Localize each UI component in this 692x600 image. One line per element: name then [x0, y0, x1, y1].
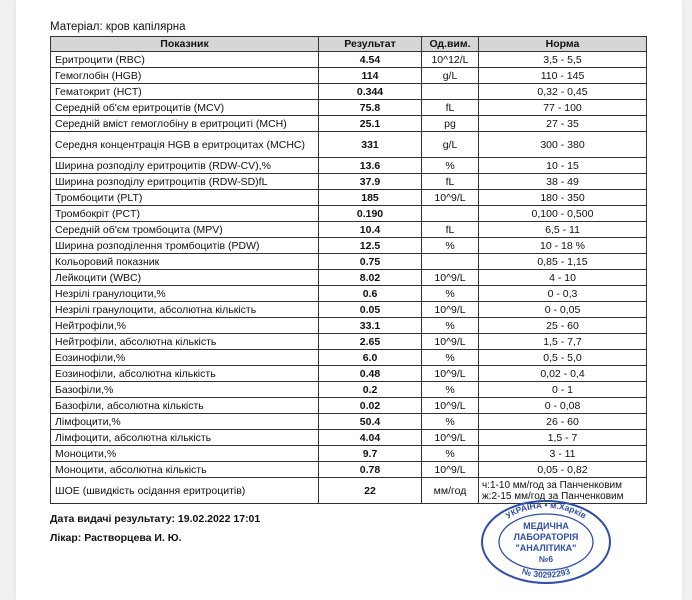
row-norm: 180 - 350	[479, 190, 647, 206]
row-unit: %	[422, 382, 479, 398]
row-unit: %	[422, 446, 479, 462]
row-value: 37.9	[319, 174, 422, 190]
table-row	[51, 158, 647, 174]
row-norm: 0 - 0,05	[479, 302, 647, 318]
table-row	[51, 254, 647, 270]
row-name: Незрілі гранулоцити,%	[51, 286, 319, 302]
row-name: Гематокрит (HCT)	[51, 84, 319, 100]
row-unit: %	[422, 286, 479, 302]
row-name: Лімфоцити,%	[51, 414, 319, 430]
row-unit: fL	[422, 174, 479, 190]
row-name: Моноцити,%	[51, 446, 319, 462]
table-row	[51, 68, 647, 84]
row-norm: 0,5 - 5,0	[479, 350, 647, 366]
row-unit: 10^9/L	[422, 302, 479, 318]
row-norm: 0 - 1	[479, 382, 647, 398]
row-unit: 10^9/L	[422, 270, 479, 286]
row-value: 0.05	[319, 302, 422, 318]
row-value: 0.190	[319, 206, 422, 222]
row-value: 4.04	[319, 430, 422, 446]
row-norm: 77 - 100	[479, 100, 647, 116]
row-name: Середній вміст гемоглобіну в еритроциті (MCH)	[51, 116, 319, 132]
row-unit: %	[422, 350, 479, 366]
row-unit: 10^12/L	[422, 52, 479, 68]
row-norm: 6,5 - 11	[479, 222, 647, 238]
row-unit: g/L	[422, 132, 479, 158]
table-row	[51, 190, 647, 206]
table-row	[51, 238, 647, 254]
row-value: 33.1	[319, 318, 422, 334]
row-name: Середній об'єм тромбоцита (MPV)	[51, 222, 319, 238]
table-row	[51, 318, 647, 334]
row-value: 12.5	[319, 238, 422, 254]
norm-line-male: ч:1-10 мм/год за Панченковим	[482, 479, 623, 491]
row-unit: 10^9/L	[422, 366, 479, 382]
row-value: 50.4	[319, 414, 422, 430]
table-row	[51, 462, 647, 478]
header-indicator: Показник	[51, 37, 319, 52]
table-row	[51, 174, 647, 190]
row-name: Тромбокріт (PCT)	[51, 206, 319, 222]
row-name: Ширина розподілу еритроцитів (RDW-CV),%	[51, 158, 319, 174]
row-name: Еритроцити (RBC)	[51, 52, 319, 68]
issue-date: Дата видачі результату: 19.02.2022 17:01	[50, 513, 261, 525]
row-norm: 110 - 145	[479, 68, 647, 84]
row-unit	[422, 206, 479, 222]
row-norm: 3 - 11	[479, 446, 647, 462]
row-unit: g/L	[422, 68, 479, 84]
row-name: Лімфоцити, абсолютна кількість	[51, 430, 319, 446]
row-value: 0.6	[319, 286, 422, 302]
row-unit: 10^9/L	[422, 334, 479, 350]
row-value: 0.75	[319, 254, 422, 270]
stamp-line-4: №6	[538, 554, 554, 564]
row-norm: 0 - 0,3	[479, 286, 647, 302]
row-value: 0.02	[319, 398, 422, 414]
table-row	[51, 350, 647, 366]
row-name: Еозинофіли, абсолютна кількість	[51, 366, 319, 382]
stamp-line-1: МЕДИЧНА	[523, 521, 569, 531]
table-row	[51, 366, 647, 382]
table-row	[51, 414, 647, 430]
table-row	[51, 286, 647, 302]
table-row	[51, 382, 647, 398]
row-unit	[422, 254, 479, 270]
row-norm: 0,32 - 0,45	[479, 84, 647, 100]
norm-line-female: ж:2-15 мм/год за Панченковим	[482, 490, 624, 502]
row-name: Моноцити, абсолютна кількість	[51, 462, 319, 478]
table-row	[51, 116, 647, 132]
header-unit: Од.вим.	[422, 37, 479, 52]
row-value: 2.65	[319, 334, 422, 350]
row-name: Середня концентрація HGB в еритроцитах (MCHC)	[51, 132, 319, 158]
lab-stamp	[479, 498, 613, 586]
row-name: Ширина розподілення тромбоцитів (PDW)	[51, 238, 319, 254]
row-name: Нейтрофіли, абсолютна кількість	[51, 334, 319, 350]
table-row	[51, 222, 647, 238]
row-value: 6.0	[319, 350, 422, 366]
row-unit: %	[422, 158, 479, 174]
row-value: 10.4	[319, 222, 422, 238]
row-name: Базофіли,%	[51, 382, 319, 398]
table-row	[51, 270, 647, 286]
header-result: Результат	[319, 37, 422, 52]
row-norm: 27 - 35	[479, 116, 647, 132]
row-value: 331	[319, 132, 422, 158]
table-row	[51, 84, 647, 100]
row-unit: 10^9/L	[422, 190, 479, 206]
row-norm: 38 - 49	[479, 174, 647, 190]
row-norm: 0,02 - 0,4	[479, 366, 647, 382]
row-norm: 3,5 - 5,5	[479, 52, 647, 68]
row-unit: fL	[422, 222, 479, 238]
row-norm: 0 - 0,08	[479, 398, 647, 414]
row-norm: 0,100 - 0,500	[479, 206, 647, 222]
row-norm: 300 - 380	[479, 132, 647, 158]
row-name: Нейтрофіли,%	[51, 318, 319, 334]
row-value: 114	[319, 68, 422, 84]
row-unit: %	[422, 238, 479, 254]
row-norm: 0,85 - 1,15	[479, 254, 647, 270]
row-name: ШОЕ (швидкість осідання еритроцитів)	[51, 478, 319, 504]
row-unit: %	[422, 414, 479, 430]
material-label: Матеріал: кров капілярна	[50, 21, 186, 33]
row-value: 0.78	[319, 462, 422, 478]
doctor-name: Лікар: Растворцева И. Ю.	[50, 532, 182, 544]
row-norm: 10 - 18 %	[479, 238, 647, 254]
row-value: 75.8	[319, 100, 422, 116]
table-row	[51, 132, 647, 158]
row-name: Гемоглобін (HGB)	[51, 68, 319, 84]
table-row	[51, 100, 647, 116]
row-unit: fL	[422, 100, 479, 116]
header-norm: Норма	[479, 37, 647, 52]
row-unit: мм/год	[422, 478, 479, 504]
row-name: Лейкоцити (WBC)	[51, 270, 319, 286]
row-name: Кольоровий показник	[51, 254, 319, 270]
row-norm: 10 - 15	[479, 158, 647, 174]
row-unit: 10^9/L	[422, 398, 479, 414]
row-name: Незрілі гранулоцити, абсолютна кількість	[51, 302, 319, 318]
row-value: 13.6	[319, 158, 422, 174]
table-row	[51, 398, 647, 414]
row-norm: 26 - 60	[479, 414, 647, 430]
stamp-line-2: ЛАБОРАТОРІЯ	[513, 532, 579, 542]
row-name: Еозинофіли,%	[51, 350, 319, 366]
row-value: 25.1	[319, 116, 422, 132]
row-name: Тромбоцити (PLT)	[51, 190, 319, 206]
table-row	[51, 446, 647, 462]
row-unit: 10^9/L	[422, 462, 479, 478]
row-unit	[422, 84, 479, 100]
row-value: 185	[319, 190, 422, 206]
row-name: Базофіли, абсолютна кількість	[51, 398, 319, 414]
row-value: 0.2	[319, 382, 422, 398]
row-norm: 25 - 60	[479, 318, 647, 334]
row-value: 8.02	[319, 270, 422, 286]
row-unit: %	[422, 318, 479, 334]
row-value: 9.7	[319, 446, 422, 462]
row-value: 22	[319, 478, 422, 504]
row-norm: 1,5 - 7,7	[479, 334, 647, 350]
table-header-row	[51, 37, 647, 52]
table-row	[51, 334, 647, 350]
row-name: Ширина розподілу еритроцитів (RDW-SD)fL	[51, 174, 319, 190]
row-value: 4.54	[319, 52, 422, 68]
row-norm: 0,05 - 0,82	[479, 462, 647, 478]
row-value: 0.48	[319, 366, 422, 382]
stamp-arc-top: УКРАЇНА • м.Харків	[503, 499, 589, 521]
row-value: 0.344	[319, 84, 422, 100]
results-table	[50, 36, 647, 504]
stamp-arc-bottom: № 30292293	[520, 565, 572, 580]
table-row	[51, 206, 647, 222]
row-norm: 1,5 - 7	[479, 430, 647, 446]
table-row	[51, 52, 647, 68]
row-name: Середній об'єм еритроцитів (MCV)	[51, 100, 319, 116]
row-norm: 4 - 10	[479, 270, 647, 286]
row-unit: pg	[422, 116, 479, 132]
table-row	[51, 430, 647, 446]
stamp-line-3: "АНАЛІТИКА"	[515, 543, 577, 553]
row-unit: 10^9/L	[422, 430, 479, 446]
table-row	[51, 302, 647, 318]
